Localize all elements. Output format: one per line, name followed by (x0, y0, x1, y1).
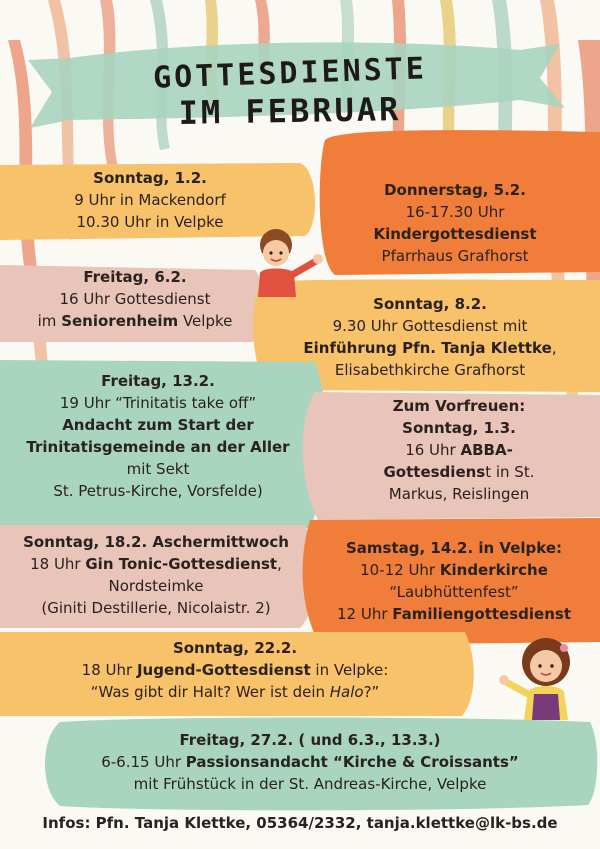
event-line: 6-6.15 Uhr Passionsandacht “Kirche & Croissants” (101, 753, 519, 771)
event-line: 19 Uhr “Trinitatis take off” (59, 394, 257, 412)
event-line: Kindergottesdienst (373, 225, 537, 243)
event-line: Gottesdienst in St. (383, 463, 535, 481)
event-card-3 (10, 266, 260, 332)
event-line: Markus, Reislingen (388, 485, 530, 503)
event-heading: Donnerstag, 5.2. (384, 181, 526, 199)
event-card-5 (0, 370, 316, 502)
event-heading-2: Sonntag, 1.3. (402, 419, 516, 437)
event-line: “Was gibt dir Halt? Wer ist dein Halo?” (90, 683, 380, 701)
event-line: 16-17.30 Uhr (405, 203, 505, 221)
event-line: “Laubhüttenfest” (389, 583, 519, 601)
event-line: Einführung Pfn. Tanja Klettke, (303, 339, 557, 357)
event-line: mit Frühstück in der St. Andreas-Kirche, Velpke (133, 775, 487, 793)
event-heading: Freitag, 27.2. ( und 6.3., 13.3.) (179, 731, 441, 749)
event-card-7 (0, 531, 312, 619)
girl-illustration (498, 630, 588, 720)
event-line: St. Petrus-Kirche, Vorsfelde) (53, 482, 263, 500)
event-line: Andacht zum Start der (62, 416, 254, 434)
event-heading: Sonntag, 22.2. (172, 639, 298, 657)
event-line: 9 Uhr in Mackendorf (74, 191, 226, 209)
event-heading: Samstag, 14.2. in Velpke: (346, 539, 562, 557)
event-heading: Sonntag, 18.2. Aschermittwoch (23, 533, 289, 551)
event-line: Pfarrhaus Grafhorst (381, 247, 529, 265)
event-line: (Giniti Destillerie, Nicolaistr. 2) (41, 599, 271, 617)
event-card-2 (330, 179, 580, 267)
event-card-1 (40, 167, 260, 233)
event-heading: Zum Vorfreuen: (392, 397, 526, 415)
event-line: 10-12 Uhr Kinderkirche (360, 561, 548, 579)
event-line: Trinitatisgemeinde an der Aller (26, 438, 290, 456)
event-card-4 (270, 293, 590, 381)
page-title-line1: GOTTESDIENSTE (152, 51, 428, 96)
event-line: 12 Uhr Familiengottesdienst (337, 605, 571, 623)
event-heading: Freitag, 13.2. (101, 372, 215, 390)
event-line: mit Sekt (126, 460, 190, 478)
event-line: 16 Uhr ABBA- (405, 441, 513, 459)
event-heading: Sonntag, 1.2. (93, 169, 207, 187)
event-line: Elisabethkirche Grafhorst (334, 361, 526, 379)
event-card-6 (318, 395, 600, 505)
contact-footer: Infos: Pfn. Tanja Klettke, 05364/2332, tanja.klettke@lk-bs.de (42, 814, 558, 832)
event-line: 10.30 Uhr in Velpke (76, 213, 224, 231)
event-card-9 (20, 637, 450, 703)
event-heading: Sonntag, 8.2. (373, 295, 487, 313)
event-line: im Seniorenheim Velpke (37, 312, 233, 330)
event-line: 18 Uhr Gin Tonic-Gottesdienst, (30, 555, 282, 573)
page-title-line2: IM FEBRUAR (178, 90, 402, 132)
event-card-10 (40, 729, 580, 795)
event-line: Nordsteimke (108, 577, 204, 595)
event-line: 9.30 Uhr Gottesdienst mit (332, 317, 528, 335)
event-card-8 (308, 537, 600, 625)
event-line: 18 Uhr Jugend-Gottesdienst in Velpke: (81, 661, 389, 679)
event-line: 16 Uhr Gottesdienst (59, 290, 211, 308)
event-heading: Freitag, 6.2. (83, 268, 187, 286)
